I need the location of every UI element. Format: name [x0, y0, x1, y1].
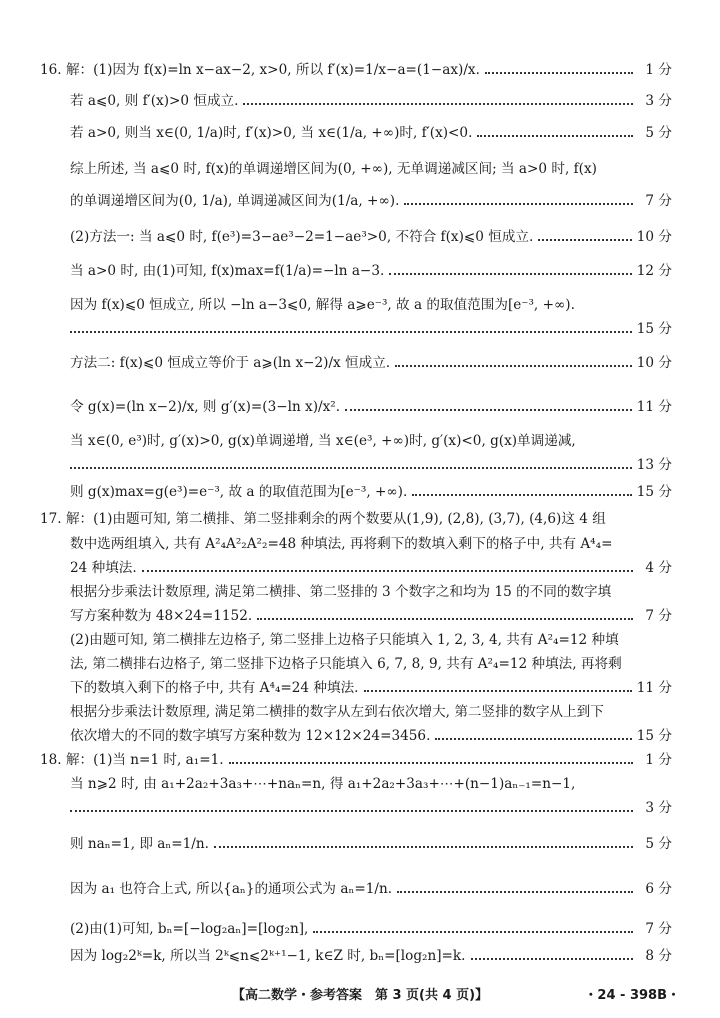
- dot-leader: [485, 72, 633, 74]
- score-label: 3 分: [645, 93, 672, 109]
- score-label: 12 分: [636, 263, 672, 279]
- line-text: 依次增大的不同的数字填写方案种数为 12×12×24=3456.: [70, 728, 431, 744]
- dot-leader: [412, 494, 631, 496]
- dot-leader: [70, 810, 633, 812]
- line-text: 18. 解：(1)当 n=1 时, a₁=1.: [40, 752, 224, 768]
- score-label: 13 分: [636, 457, 672, 473]
- solution-line: [70, 701, 672, 723]
- dot-leader: [404, 203, 633, 205]
- score-label: 7 分: [645, 608, 672, 624]
- solution-line: [40, 749, 672, 771]
- dot-leader: [471, 958, 634, 960]
- solution-line: [70, 190, 672, 212]
- dot-leader: [243, 103, 633, 105]
- line-text: 若 a⩽0, 则 f′(x)>0 恒成立.: [70, 93, 239, 109]
- dot-leader: [142, 570, 633, 572]
- score-label: 1 分: [645, 62, 672, 78]
- solution-line: [70, 533, 672, 555]
- footer-code: ・24 - 398B・: [584, 988, 680, 1003]
- line-text: 24 种填法.: [70, 560, 137, 576]
- solution-line: [70, 158, 672, 180]
- line-text: 根据分步乘法计数原理, 满足第二横排、第二竖排的 3 个数字之和均为 15 的不同的数字填: [70, 584, 612, 600]
- line-text: 因为 log₂2ᵏ=k, 所以当 2ᵏ⩽n⩽2ᵏ⁺¹−1, k∈Z 时, bₙ=[log₂n]=k.: [70, 948, 466, 964]
- solution-line: [70, 90, 672, 112]
- solution-line: [70, 352, 672, 374]
- solution-line: [70, 318, 672, 340]
- dot-leader: [214, 846, 633, 848]
- solution-line: [70, 918, 672, 940]
- dot-leader: [229, 762, 633, 764]
- solution-line: [40, 508, 672, 530]
- score-label: 15 分: [636, 728, 672, 744]
- line-text: (2)由题可知, 第二横排左边格子, 第二竖排上边格子只能填入 1, 2, 3, 4, 共有 A²₄=12 种填: [70, 632, 619, 648]
- score-label: 11 分: [636, 680, 672, 696]
- solution-line: [70, 396, 672, 418]
- line-text: 当 n⩾2 时, 由 a₁+2a₂+3a₃+⋯+naₙ=n, 得 a₁+2a₂+3a₃+⋯+(n−1)aₙ₋₁=n−1,: [70, 776, 576, 792]
- line-text: 若 a>0, 则当 x∈(0, 1/a)时, f′(x)>0, 当 x∈(1/a, +∞)时, f′(x)<0.: [70, 125, 473, 141]
- solution-line: [40, 59, 672, 81]
- dot-leader: [389, 273, 631, 275]
- solution-line: [70, 294, 672, 316]
- dot-leader: [395, 365, 632, 367]
- dot-leader: [70, 331, 632, 333]
- line-text: 数中选两组填入, 共有 A²₄A²₂A²₂=48 种填法, 再将剩下的数填入剩下的格子中, 共有 A⁴₄=: [70, 536, 613, 552]
- dot-leader: [70, 467, 632, 469]
- line-text: 的单调递增区间为(0, 1/a), 单调递减区间为(1/a, +∞).: [70, 193, 400, 209]
- score-label: 7 分: [645, 193, 672, 209]
- line-text: 令 g(x)=(ln x−2)/x, 则 g′(x)=(3−ln x)/x².: [70, 399, 341, 415]
- solution-line: [70, 677, 672, 699]
- line-text: 写方案种数为 48×24=1152.: [70, 608, 253, 624]
- dot-leader: [477, 135, 633, 137]
- line-text: 综上所述, 当 a⩽0 时, f(x)的单调递增区间为(0, +∞), 无单调递减区间; 当 a>0 时, f(x): [70, 161, 597, 177]
- line-text: 17. 解：(1)由题可知, 第二横排、第二竖排剩余的两个数要从(1,9), (2,8), (3,7), (4,6)这 4 组: [40, 511, 606, 527]
- solution-line: [70, 773, 672, 795]
- line-text: (2)由(1)可知, bₙ=[−log₂aₙ]=[log₂n],: [70, 921, 309, 937]
- solution-line: [70, 833, 672, 855]
- solution-line: [70, 725, 672, 747]
- score-label: 3 分: [645, 800, 672, 816]
- dot-leader: [345, 409, 632, 411]
- line-text: 则 naₙ=1, 即 aₙ=1/n.: [70, 836, 209, 852]
- line-text: 法, 第二横排右边格子, 第二竖排下边格子只能填入 6, 7, 8, 9, 共有 A²₄=12 种填法, 再将剩: [70, 656, 622, 672]
- dot-leader: [313, 931, 633, 933]
- line-text: 方法二: f(x)⩽0 恒成立等价于 a⩾(ln x−2)/x 恒成立.: [70, 355, 391, 371]
- score-label: 15 分: [636, 321, 672, 337]
- score-label: 11 分: [636, 399, 672, 415]
- line-text: 则 g(x)max=g(e³)=e⁻³, 故 a 的取值范围为[e⁻³, +∞).: [70, 484, 408, 500]
- line-text: 根据分步乘法计数原理, 满足第二横排的数字从左到右依次增大, 第二竖排的数字从上到下: [70, 704, 604, 720]
- score-label: 5 分: [645, 125, 672, 141]
- line-text: 因为 a₁ 也符合上式, 所以{aₙ}的通项公式为 aₙ=1/n.: [70, 881, 393, 897]
- line-text: 当 a>0 时, 由(1)可知, f(x)max=f(1/a)=−ln a−3.: [70, 263, 385, 279]
- line-text: (2)方法一: 当 a⩽0 时, f(e³)=3−ae³−2=1−ae³>0, 不符合 f(x)⩽0 恒成立.: [70, 229, 534, 245]
- score-label: 7 分: [645, 921, 672, 937]
- solution-line: [70, 260, 672, 282]
- solution-line: [70, 454, 672, 476]
- line-text: 16. 解：(1)因为 f(x)=ln x−ax−2, x>0, 所以 f′(x)=1/x−a=(1−ax)/x.: [40, 62, 480, 78]
- score-label: 6 分: [645, 881, 672, 897]
- solution-line: [70, 557, 672, 579]
- solution-line: [70, 629, 672, 651]
- dot-leader: [364, 690, 632, 692]
- solution-line: [70, 797, 672, 819]
- solution-line: [70, 430, 672, 452]
- score-label: 8 分: [645, 948, 672, 964]
- solution-line: [70, 226, 672, 248]
- dot-leader: [397, 891, 633, 893]
- solution-line: [70, 481, 672, 503]
- dot-leader: [257, 618, 633, 620]
- solution-line: [70, 605, 672, 627]
- score-label: 10 分: [636, 229, 672, 245]
- solution-line: [70, 653, 672, 675]
- score-label: 4 分: [645, 560, 672, 576]
- solution-line: [70, 878, 672, 900]
- dot-leader: [538, 239, 631, 241]
- solution-line: [70, 122, 672, 144]
- score-label: 15 分: [636, 484, 672, 500]
- page-footer: [0, 986, 720, 1006]
- line-text: 当 x∈(0, e³)时, g′(x)>0, g(x)单调递增, 当 x∈(e³, +∞)时, g′(x)<0, g(x)单调递减,: [70, 433, 576, 449]
- dot-leader: [435, 738, 631, 740]
- footer-title: 【高二数学・参考答案 第 3 页(共 4 页)】: [231, 988, 489, 1003]
- score-label: 5 分: [645, 836, 672, 852]
- solution-line: [70, 581, 672, 603]
- line-text: 因为 f(x)⩽0 恒成立, 所以 −ln a−3⩽0, 解得 a⩾e⁻³, 故 a 的取值范围为[e⁻³, +∞).: [70, 297, 575, 313]
- score-label: 1 分: [645, 752, 672, 768]
- line-text: 下的数填入剩下的格子中, 共有 A⁴₄=24 种填法.: [70, 680, 359, 696]
- solution-line: [70, 945, 672, 967]
- score-label: 10 分: [636, 355, 672, 371]
